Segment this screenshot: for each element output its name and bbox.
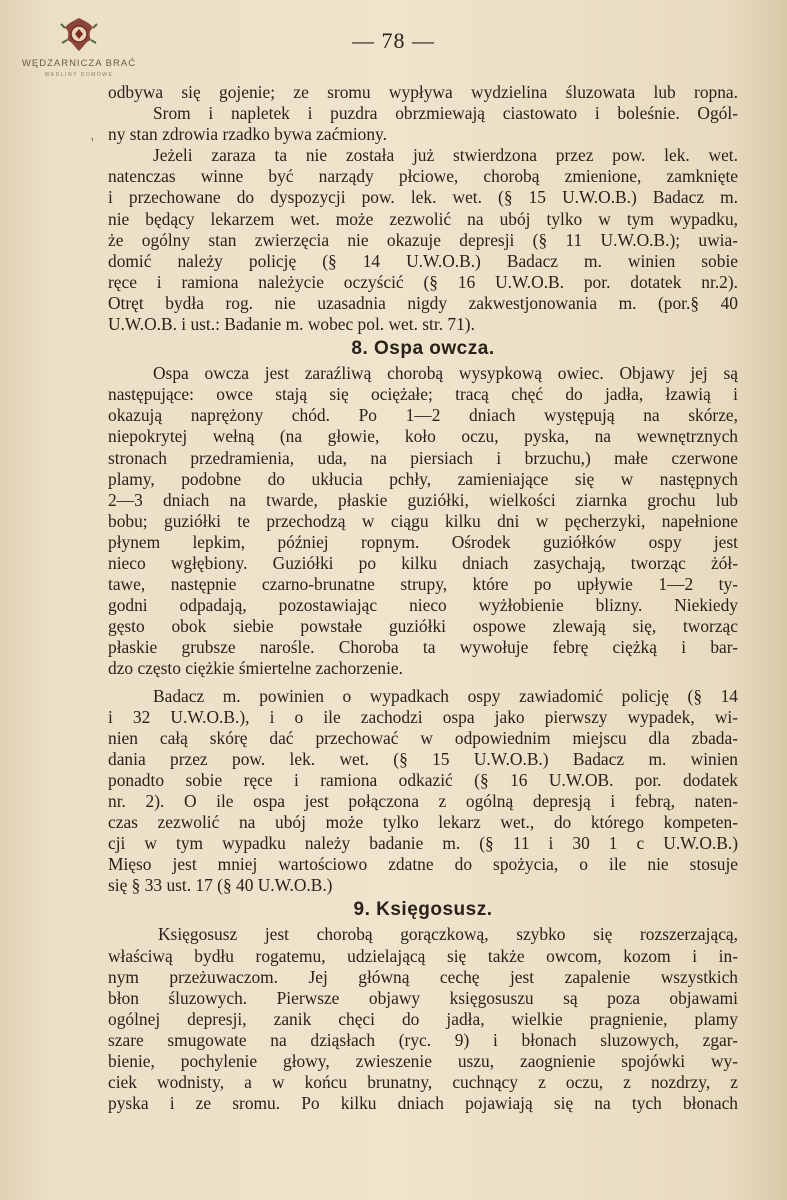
- text-line: ogólnej depresji, zanik chęci do jadła, wielkie pragnienie, plamy: [108, 1008, 738, 1029]
- text-line: dania przez pow. lek. wet. (§ 15 U.W.O.B.) Badacz m. winien: [108, 748, 738, 769]
- text-line: plamy, podobne do ukłucia pchły, zamieniające się w następnych: [108, 468, 738, 489]
- text-line: gęsto obok siebie powstałe guziółki ospowe zlewają się, tworząc: [108, 616, 738, 637]
- text-line: pyska i ze sromu. Po kilku dniach pojawiają się na tych błonach: [108, 1093, 738, 1114]
- text-line: następujące: owce stają się ociężałe; tracą chęć do jadła, łzawią i: [108, 384, 738, 405]
- text-line: właściwą bydłu rogatemu, udzielającą się także owcom, kozom i in-: [108, 945, 738, 966]
- text-line: płaskie grubsze narośle. Choroba ta wywołuje febrę ciężką i bar-: [108, 637, 738, 658]
- text-line: nym przeżuwaczom. Jej główną cechę jest zapalenie wszystkich: [108, 966, 738, 987]
- margin-mark: ': [91, 136, 94, 151]
- text-line: dzo często ciężkie śmiertelne zachorzenie.: [108, 658, 403, 679]
- section-heading-9: 9. Księgosusz.: [353, 899, 493, 921]
- text-line: cji w tym wypadku należy badanie m. (§ 11 i 30 1 c U.W.O.B.): [108, 833, 738, 854]
- text-line: stronach przedramienia, uda, na piersiach i brzuchu,) małe czerwone: [108, 447, 738, 468]
- logo-subtitle: WEDLINY DOMOWE: [44, 72, 114, 78]
- page-number: — 78 —: [352, 28, 435, 53]
- text-line: się § 33 ust. 17 (§ 40 U.W.O.B.): [108, 875, 333, 896]
- text-line: U.W.O.B. i ust.: Badanie m. wobec pol. wet. str. 71).: [108, 314, 475, 335]
- text-line: Księgosusz jest chorobą gorączkową, szybko się rozszerzającą,: [158, 924, 738, 945]
- text-line: 2—3 dniach na twarde, płaskie guziółki, wielkości ziarnka grochu lub: [108, 489, 738, 510]
- logo-name: WĘDZARNICZA BRAĆ: [21, 58, 137, 69]
- body-text: [108, 82, 738, 1114]
- text-line: ponadto sobie ręce i ramiona odkazić (§ 16 U.W.OB. por. dodatek: [108, 769, 738, 790]
- text-line: Ospa owcza jest zaraźliwą chorobą wysypkową owiec. Objawy jej są: [153, 363, 738, 384]
- text-line: Mięso jest mniej wartościowo zdatne do spożycia, o ile nie stosuje: [108, 854, 738, 875]
- text-line: okazują naprężony chód. Po 1—2 dniach występują na skórze,: [108, 405, 738, 426]
- text-line: Otręt bydła rog. nie uzasadnia nigdy zakwestjonowania m. (por.§ 40: [108, 292, 738, 313]
- text-line: błon śluzowych. Pierwsze objawy księgosuszu są poza objawami: [108, 987, 738, 1008]
- text-line: i przechowane do dyspozycji pow. lek. wet. (§ 15 U.W.O.B.) Badacz m.: [108, 187, 738, 208]
- text-line: bienie, pochylenie głowy, zwieszenie uszu, zaognienie spojówki wy-: [108, 1051, 738, 1072]
- text-line: Srom i napletek i puzdra obrzmiewają ciastowato i boleśnie. Ogól-: [153, 103, 738, 124]
- text-line: Badacz m. powinien o wypadkach ospy zawiadomić policję (§ 14: [153, 685, 738, 706]
- text-line: tawe, następnie czarno-brunatne strupy, które po upływie 1—2 ty-: [108, 574, 738, 595]
- text-line: nie będący lekarzem wet. może zezwolić na ubój tylko w tym wypadku,: [108, 208, 738, 229]
- text-line: bobu; guziółki te przechodzą w ciągu kilku dni w pęcherzyki, napełnione: [108, 510, 738, 531]
- text-line: czas zezwolić na ubój może tylko lekarz wet., do którego kompeten-: [108, 812, 738, 833]
- text-line: że ogólny stan zwierzęcia nie okazuje depresji (§ 11 U.W.O.B.); uwia-: [108, 229, 738, 250]
- text-line: ręce i ramiona należycie oczyścić (§ 16 U.W.O.B. por. dotatek nr.2).: [108, 271, 738, 292]
- text-line: niepokrytej wełną (na głowie, koło oczu, pyska, na wewnętrznych: [108, 426, 738, 447]
- text-line: ny stan zdrowia rzadko bywa zaćmiony.: [108, 124, 387, 145]
- text-line: Jeżeli zaraza ta nie została już stwierdzona przez pow. lek. wet.: [153, 145, 738, 166]
- text-line: godni odpadają, pozostawiając nieco wyżłobienie blizny. Niekiedy: [108, 595, 738, 616]
- text-line: i 32 U.W.O.B.), i o ile zachodzi ospa jako pierwszy wypadek, wi-: [108, 706, 738, 727]
- text-line: ciek wodnisty, a w końcu brunatny, cuchnący z oczu, z nozdrzy, z: [108, 1072, 738, 1093]
- text-line: płynem lepkim, później ropnym. Ośrodek guziółków ospy jest: [108, 531, 738, 552]
- text-line: domić należy policję (§ 14 U.W.O.B.) Badacz m. winien sobie: [108, 250, 738, 271]
- text-line: szare smugowate na dziąsłach (ryc. 9) i błonach sluzowych, zgar-: [108, 1029, 738, 1050]
- section-heading-8: 8. Ospa owcza.: [351, 338, 495, 360]
- text-line: odbywa się gojenie; ze sromu wypływa wydzielina śluzowata lub ropna.: [108, 82, 738, 102]
- text-line: nieco wgłębiony. Guziółki po kilku dniach zasychają, tworząc żół-: [108, 552, 738, 573]
- text-line: nien całą skórę dać przechować w odpowiednim miejscu dla zbada-: [108, 727, 738, 748]
- text-line: nr. 2). O ile ospa jest połączona z ogólną depresją i febrą, naten-: [108, 791, 738, 811]
- text-line: natenczas winne być narządy płciowe, chorobą zmienione, zamknięte: [108, 166, 738, 187]
